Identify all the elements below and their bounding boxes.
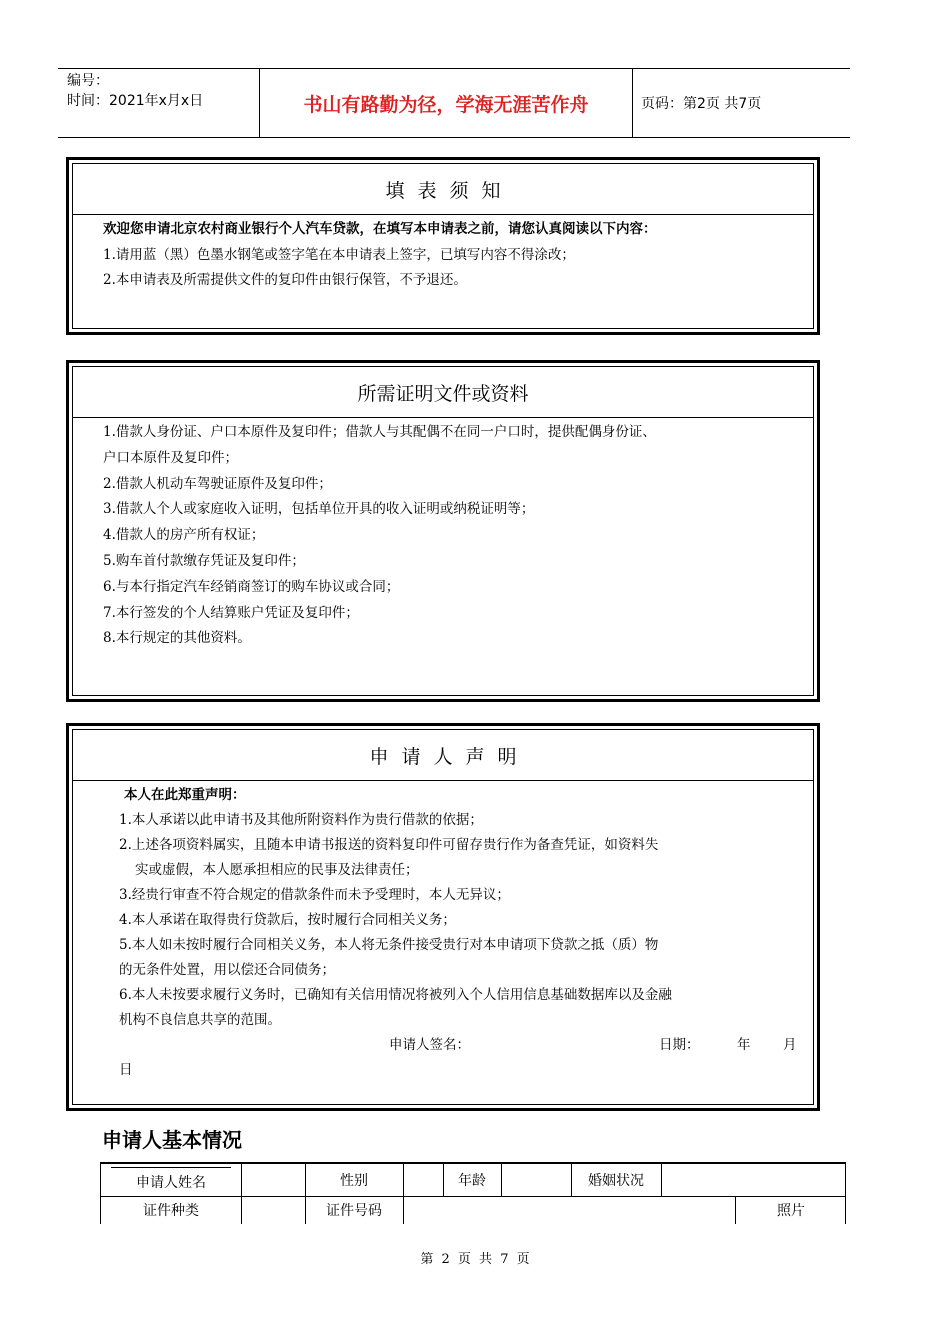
gender-field[interactable]: [403, 1164, 443, 1196]
document-item: 2.借款人机动车驾驶证原件及复印件；: [103, 475, 332, 492]
declaration-item: 机构不良信息共享的范围。: [119, 1012, 281, 1028]
document-item: 3.借款人个人或家庭收入证明，包括单位开具的收入证明或纳税证明等；: [103, 501, 535, 518]
id-type-field[interactable]: [241, 1196, 305, 1224]
declaration-item: 实或虚假，本人愿承担相应的民事及法律责任；: [135, 862, 419, 878]
id-number-field[interactable]: [403, 1196, 735, 1224]
documents-title: 所需证明文件或资料: [73, 367, 813, 418]
day-label: 日: [119, 1062, 133, 1078]
page-footer: 第 2 页 共 7 页: [420, 1252, 530, 1267]
documents-body: [73, 418, 813, 652]
declaration-box: [66, 723, 820, 1111]
age-field[interactable]: [501, 1164, 571, 1196]
gender-label: 性别: [340, 1173, 368, 1189]
time-label: 时间：2021年x月x日: [67, 93, 204, 109]
declaration-item: 3.经贵行审查不符合规定的借款条件而未予受理时，本人无异议；: [119, 887, 510, 903]
basic-info-heading: 申请人基本情况: [102, 1128, 242, 1152]
document-item: 6.与本行指定汽车经销商签订的购车协议或合同；: [103, 578, 400, 595]
declaration-item: 5.本人如未按时履行合同相关义务，本人将无条件接受贵行对本申请项下贷款之抵（质）物: [119, 937, 659, 953]
declaration-item: 2.上述各项资料属实，且随本申请书报送的资料复印件可留存贵行作为备查凭证，如资料失: [119, 837, 659, 853]
declaration-title: 申请人声明: [73, 730, 813, 781]
date-label: 日期：: [659, 1037, 700, 1053]
notice-item: 2.本申请表及所需提供文件的复印件由银行保管，不予退还。: [103, 272, 467, 288]
document-item: 5.购车首付款缴存凭证及复印件；: [103, 552, 305, 569]
signature-label: 申请人签名：: [389, 1037, 470, 1053]
notice-item: 1.请用蓝（黑）色墨水钢笔或签字笔在本申请表上签字，已填写内容不得涂改；: [103, 246, 575, 263]
age-label: 年龄: [458, 1173, 486, 1189]
applicant-name-label: 申请人姓名: [136, 1175, 206, 1191]
declaration-item: 4.本人承诺在取得贵行贷款后，按时履行合同相关义务；: [119, 912, 456, 928]
year-label: 年: [737, 1037, 751, 1053]
header-page-info: 页码：第2页 共7页: [641, 96, 762, 112]
header-slogan: 书山有路勤为径，学海无涯苦作舟: [260, 69, 633, 137]
number-label: 编号：: [67, 73, 109, 89]
applicant-name-field[interactable]: [241, 1164, 305, 1196]
marital-status-field[interactable]: [661, 1164, 847, 1196]
notice-box: [66, 157, 820, 335]
document-item: 4.借款人的房产所有权证；: [103, 527, 265, 544]
document-item: 7.本行签发的个人结算账户凭证及复印件；: [103, 604, 359, 621]
id-type-label: 证件种类: [143, 1203, 199, 1219]
declaration-item: 的无条件处置，用以偿还合同债务；: [119, 962, 335, 978]
basic-info-table: [100, 1162, 846, 1224]
declaration-item: 6.本人未按要求履行义务时，已确知有关信用情况将被列入个人信用信息基础数据库以及金融: [119, 987, 672, 1003]
signature-row: [119, 1033, 797, 1058]
document-item: 8.本行规定的其他资料。: [103, 630, 251, 647]
declaration-item: 1.本人承诺以此申请书及其他所附资料作为贵行借款的依据；: [119, 812, 483, 828]
declaration-body: [73, 781, 813, 1083]
header-meta: [58, 69, 260, 137]
page-header: [58, 68, 850, 138]
documents-box: [66, 360, 820, 702]
marital-status-label: 婚姻状况: [588, 1173, 644, 1189]
notice-intro: 欢迎您申请北京农村商业银行个人汽车贷款，在填写本申请表之前，请您认真阅读以下内容：: [103, 221, 657, 237]
notice-title: 填表须知: [73, 164, 813, 215]
document-item: 户口本原件及复印件；: [103, 449, 238, 466]
id-number-label: 证件号码: [326, 1203, 382, 1219]
notice-body: [73, 215, 813, 294]
document-item: 1.借款人身份证、户口本原件及复印件；借款人与其配偶不在同一户口时，提供配偶身份证、: [103, 424, 656, 440]
declaration-intro: 本人在此郑重声明：: [124, 787, 246, 803]
month-label: 月: [783, 1037, 797, 1053]
photo-label: 照片: [777, 1203, 805, 1219]
